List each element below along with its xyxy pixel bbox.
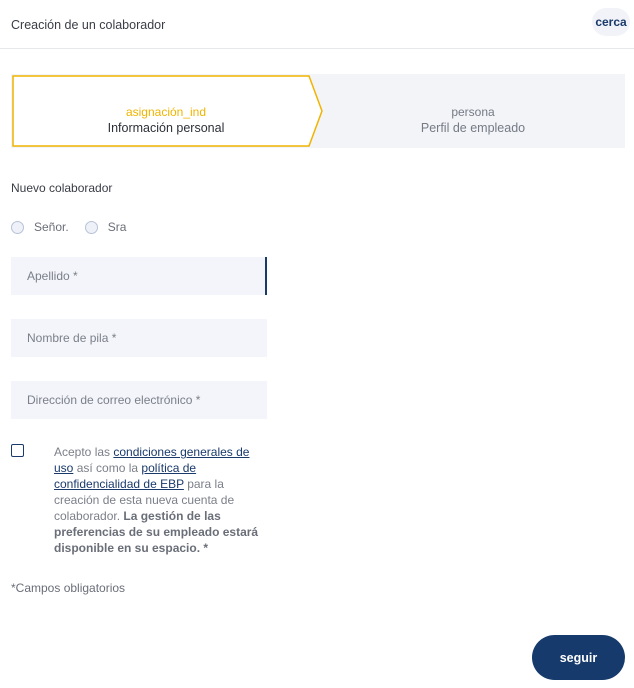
consent-text <box>54 444 269 556</box>
continue-button[interactable]: seguir <box>532 635 625 680</box>
stepper <box>11 74 625 148</box>
step-code: asignación_ind <box>125 104 207 119</box>
first-name-input[interactable] <box>11 319 267 357</box>
step-label: Perfil de empleado <box>420 120 526 135</box>
radio-mrs[interactable] <box>85 220 127 234</box>
consent-prefix: Acepto las <box>54 445 114 459</box>
modal-title: Creación de un colaborador <box>11 18 166 32</box>
modal-header <box>0 0 634 49</box>
consent-middle: así como la <box>73 461 142 475</box>
required-fields-note: *Campos obligatorios <box>11 581 126 595</box>
privacy-policy-link[interactable]: política de confidencialidad de EBP <box>54 461 197 491</box>
radio-label: Señor. <box>34 220 69 234</box>
radio-label: Sra <box>107 220 127 234</box>
consent-checkbox[interactable] <box>11 444 24 457</box>
step-label: Información personal <box>107 120 225 135</box>
section-label: Nuevo colaborador <box>11 181 113 195</box>
terms-link[interactable]: condiciones generales de uso <box>54 445 250 475</box>
last-name-input[interactable] <box>11 257 267 295</box>
step-employee-profile[interactable] <box>341 74 605 148</box>
salutation-radio-group <box>11 220 142 234</box>
step-code: persona <box>451 104 495 119</box>
close-button[interactable]: cerca <box>592 8 630 36</box>
radio-circle[interactable] <box>85 221 98 234</box>
email-input[interactable] <box>11 381 267 419</box>
radio-mr[interactable] <box>11 220 69 234</box>
step-personal-info[interactable] <box>11 74 321 148</box>
consent-suffix: para la creación de esta nueva cuenta de colaborador. <box>54 477 235 523</box>
consent-bold-note: La gestión de las preferencias de su empleado estará disponible en su espacio. * <box>54 509 259 555</box>
radio-circle[interactable] <box>11 221 24 234</box>
